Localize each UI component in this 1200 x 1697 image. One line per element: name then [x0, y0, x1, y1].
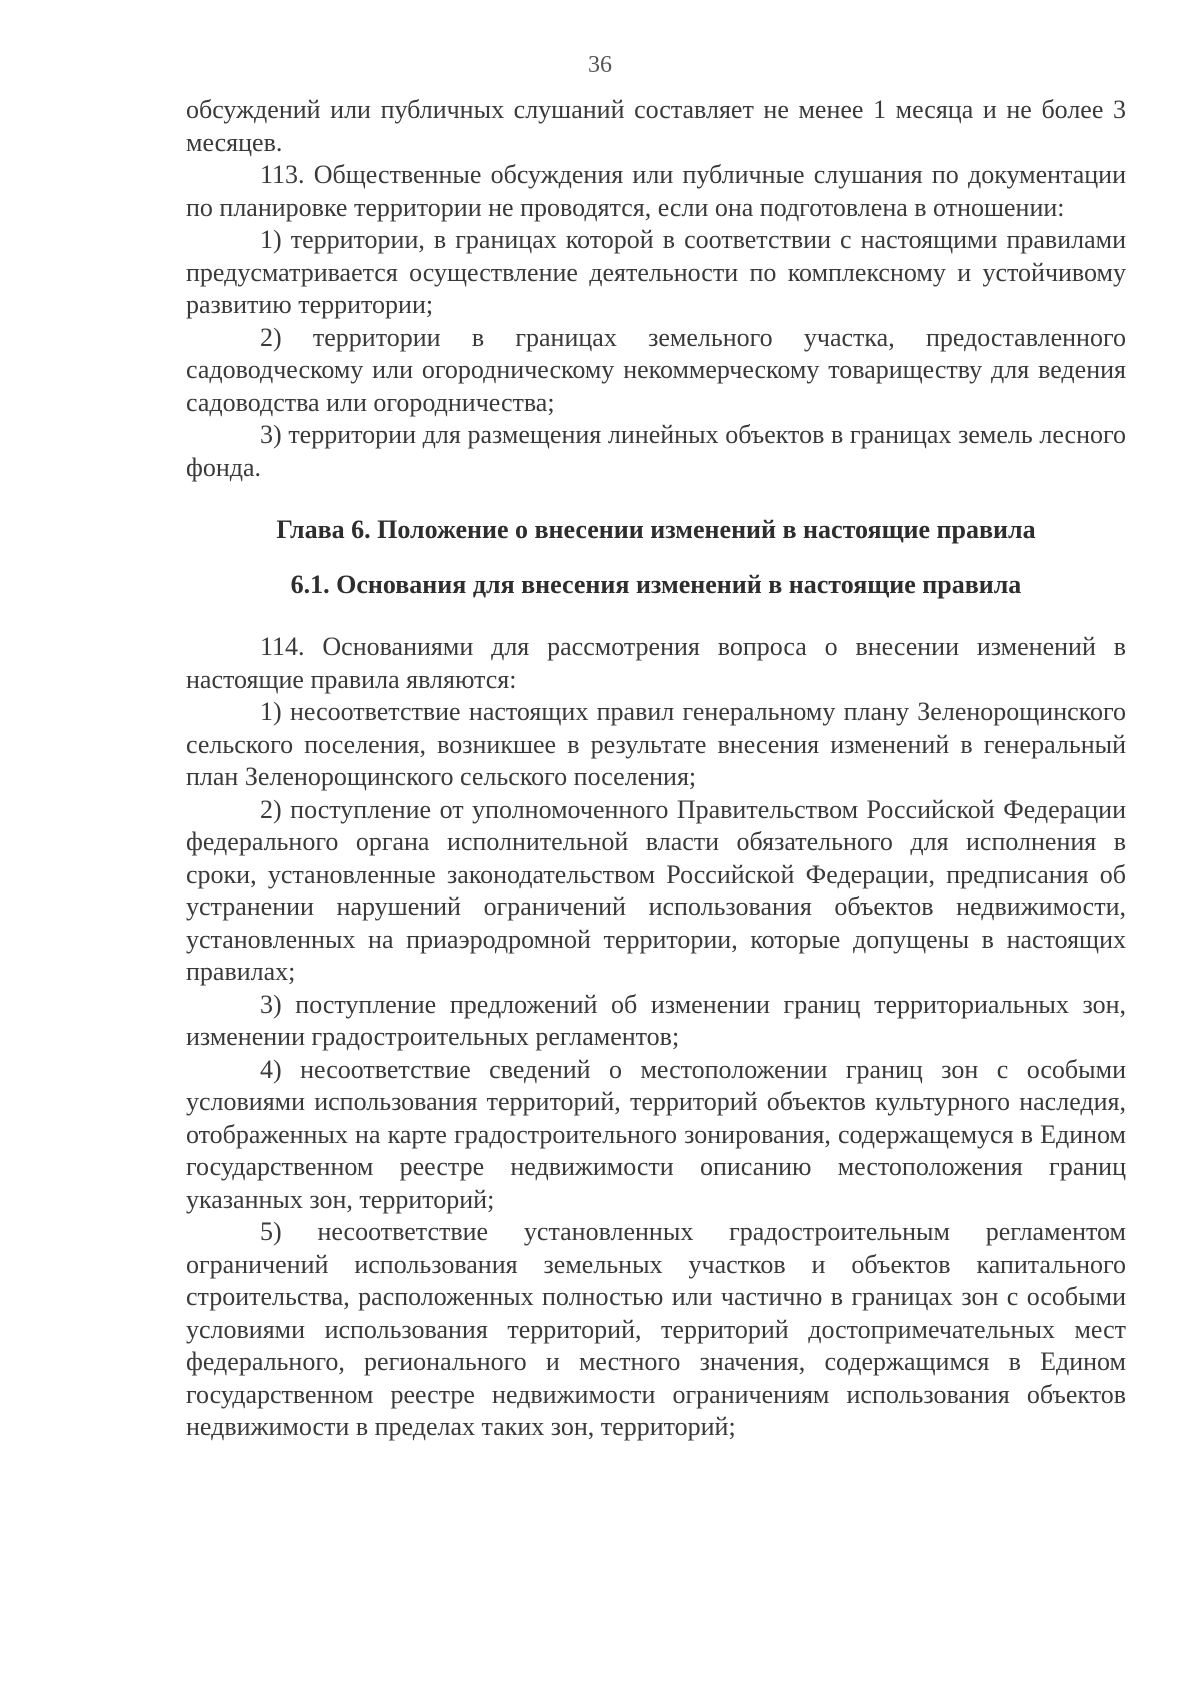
page-number: 36	[588, 52, 612, 78]
paragraph-114-item-2: 2) поступление от уполномоченного Правительством Российской Федерации федерального органа исполнительной власти обязательного для исполнения в сроки, установленные законодательством Российской Федерации, предписания об устранении нарушений ограничений использования объектов недвижимости, установленных на приаэродромной территории, которые допущены в настоящих правилах;	[186, 794, 1126, 986]
paragraph-113: 113. Общественные обсуждения или публичные слушания по документации по планировке территории не проводятся, если она подготовлена в отношении:	[186, 160, 1126, 222]
document-body	[186, 94, 1126, 1444]
paragraph-114-item-3: 3) поступление предложений об изменении границ территориальных зон, изменении градостроительных регламентов;	[186, 989, 1126, 1051]
paragraph-continuation: обсуждений или публичных слушаний составляет не менее 1 месяца и не более 3 месяцев.	[186, 95, 1126, 157]
paragraph-114-item-5: 5) несоответствие установленных градостроительным регламентом ограничений использования земельных участков и объектов капитального строительства, расположенных полностью или частично в границах зон с особыми условиями использования территорий, территорий достопримечательных мест федерального, регионального и местного значения, содержащимся в Едином государственном реестре недвижимости ограничениям использования объектов недвижимости в пределах таких зон, территорий;	[186, 1217, 1126, 1441]
paragraph-113-item-2: 2) территории в границах земельного участка, предоставленного садоводческому или огородническому некоммерческому товариществу для ведения садоводства или огородничества;	[186, 322, 1126, 417]
paragraph-114-item-1: 1) несоответствие настоящих правил генеральному плану Зеленорощинского сельского поселения, возникшее в результате внесения изменений в генеральный план Зеленорощинского сельского поселения;	[186, 697, 1126, 791]
chapter-heading: Глава 6. Положение о внесении изменений в настоящие правила	[276, 515, 1036, 544]
paragraph-113-item-1: 1) территории, в границах которой в соответствии с настоящими правилами предусматривается осуществление деятельности по комплексному и устойчивому развитию территории;	[186, 225, 1126, 319]
paragraph-114-item-4: 4) несоответствие сведений о местоположении границ зон с особыми условиями использования территорий, территорий объектов культурного наследия, отображенных на карте градостроительного зонирования, содержащемуся в Едином государственном реестре недвижимости описанию местоположения границ указанных зон, территорий;	[186, 1054, 1126, 1214]
paragraph-113-item-3: 3) территории для размещения линейных объектов в границах земель лесного фонда.	[186, 420, 1126, 482]
paragraph-114: 114. Основаниями для рассмотрения вопроса о внесении изменений в настоящие правила являются:	[186, 632, 1126, 694]
section-heading: 6.1. Основания для внесения изменений в настоящие правила	[290, 569, 1022, 599]
